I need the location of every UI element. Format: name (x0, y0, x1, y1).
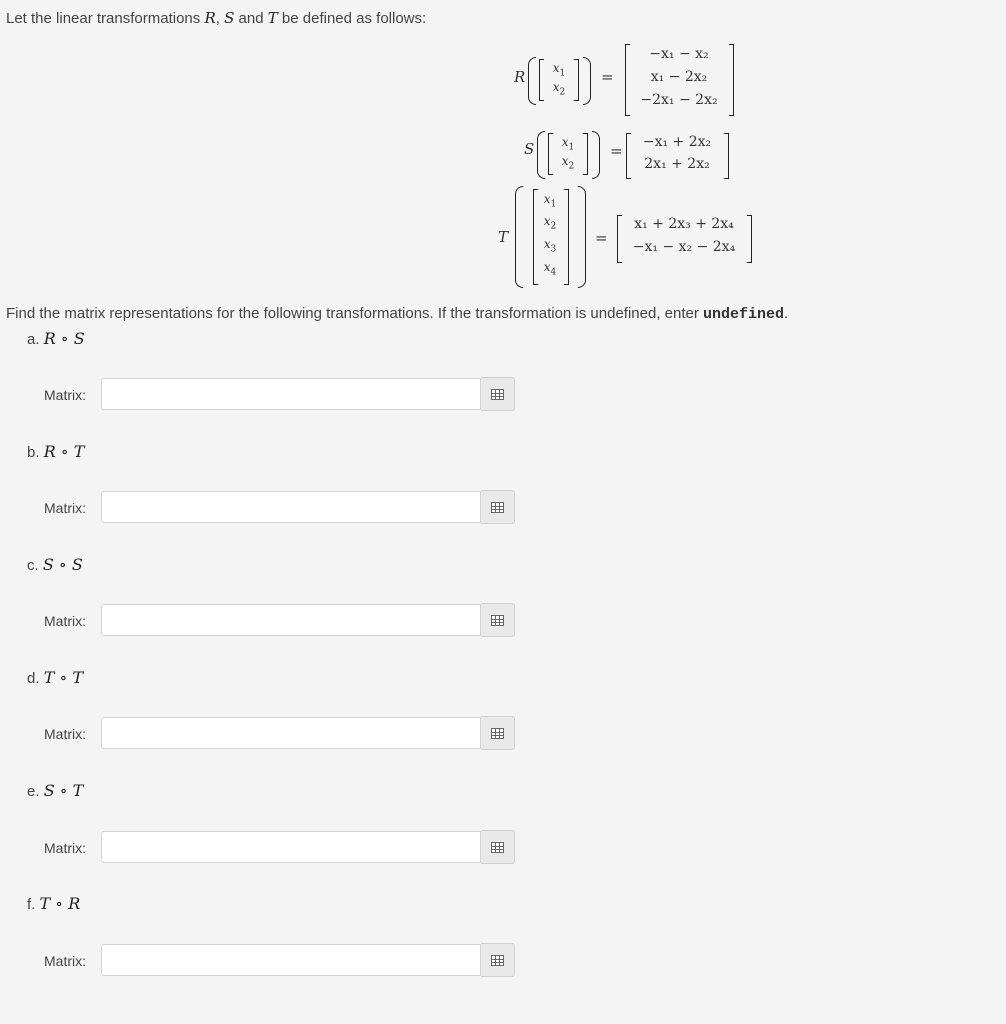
part-c-label: c. S ∘ S (27, 555, 83, 574)
matrix-grid-icon (491, 389, 504, 400)
s-output-row-1: −x₁ + 2x₂ (642, 134, 712, 150)
r-output-row-2: x₁ − 2x₂ (650, 69, 708, 85)
intro-text: Let the linear transformations R, S and T be defined as follows: (6, 9, 427, 27)
r-output-row-3: −2x₁ − 2x₂ (640, 92, 718, 108)
part-b-label: b. R ∘ T (27, 442, 85, 461)
function-name-s: S (524, 140, 535, 158)
t-input-x4: $x_4$ (543, 260, 557, 278)
part-e-label: e. S ∘ T (27, 781, 84, 800)
part-d-label: d. T ∘ T (27, 668, 84, 687)
r-input-x1: $x_1$ (552, 61, 566, 79)
matrix-grid-icon (491, 728, 504, 739)
part-f-label: f. T ∘ R (27, 894, 81, 913)
part-f-matrix-label: Matrix: (44, 953, 86, 969)
part-f-matrix-input[interactable] (101, 944, 481, 976)
part-d-matrix-button[interactable] (481, 716, 515, 750)
function-name-t: T (498, 228, 509, 246)
undefined-keyword: undefined (703, 306, 785, 323)
s-input-x2: $x_2$ (561, 154, 575, 172)
part-e-matrix-input[interactable] (101, 831, 481, 863)
part-a-label: a. R ∘ S (27, 329, 85, 348)
t-output-row-1: x₁ + 2x₃ + 2x₄ (634, 216, 734, 232)
function-name-r: R (514, 68, 526, 86)
part-e-matrix-label: Matrix: (44, 840, 86, 856)
matrix-grid-icon (491, 502, 504, 513)
part-c-matrix-button[interactable] (481, 603, 515, 637)
r-input-x2: $x_2$ (552, 80, 566, 98)
matrix-grid-icon (491, 842, 504, 853)
part-f-matrix-button[interactable] (481, 943, 515, 977)
part-b-matrix-input[interactable] (101, 491, 481, 523)
part-b-matrix-label: Matrix: (44, 500, 86, 516)
matrix-grid-icon (491, 955, 504, 966)
part-a-matrix-input[interactable] (101, 378, 481, 410)
part-e-matrix-button[interactable] (481, 830, 515, 864)
part-d-matrix-label: Matrix: (44, 726, 86, 742)
t-input-x1: $x_1$ (543, 192, 557, 210)
t-input-x2: $x_2$ (543, 214, 557, 232)
s-output-row-2: 2x₁ + 2x₂ (644, 156, 710, 172)
part-c-matrix-input[interactable] (101, 604, 481, 636)
part-a-matrix-button[interactable] (481, 377, 515, 411)
r-output-row-1: −x₁ − x₂ (649, 46, 709, 62)
t-output-row-2: −x₁ − x₂ − 2x₄ (632, 239, 736, 255)
t-input-x3: $x_3$ (543, 237, 557, 255)
part-a-matrix-label: Matrix: (44, 387, 86, 403)
instructions: Find the matrix representations for the following transformations. If the transformation is undefined, enter undefined. (6, 305, 789, 323)
part-b-matrix-button[interactable] (481, 490, 515, 524)
s-input-x1: $x_1$ (561, 135, 575, 153)
matrix-grid-icon (491, 615, 504, 626)
part-d-matrix-input[interactable] (101, 717, 481, 749)
part-c-matrix-label: Matrix: (44, 613, 86, 629)
